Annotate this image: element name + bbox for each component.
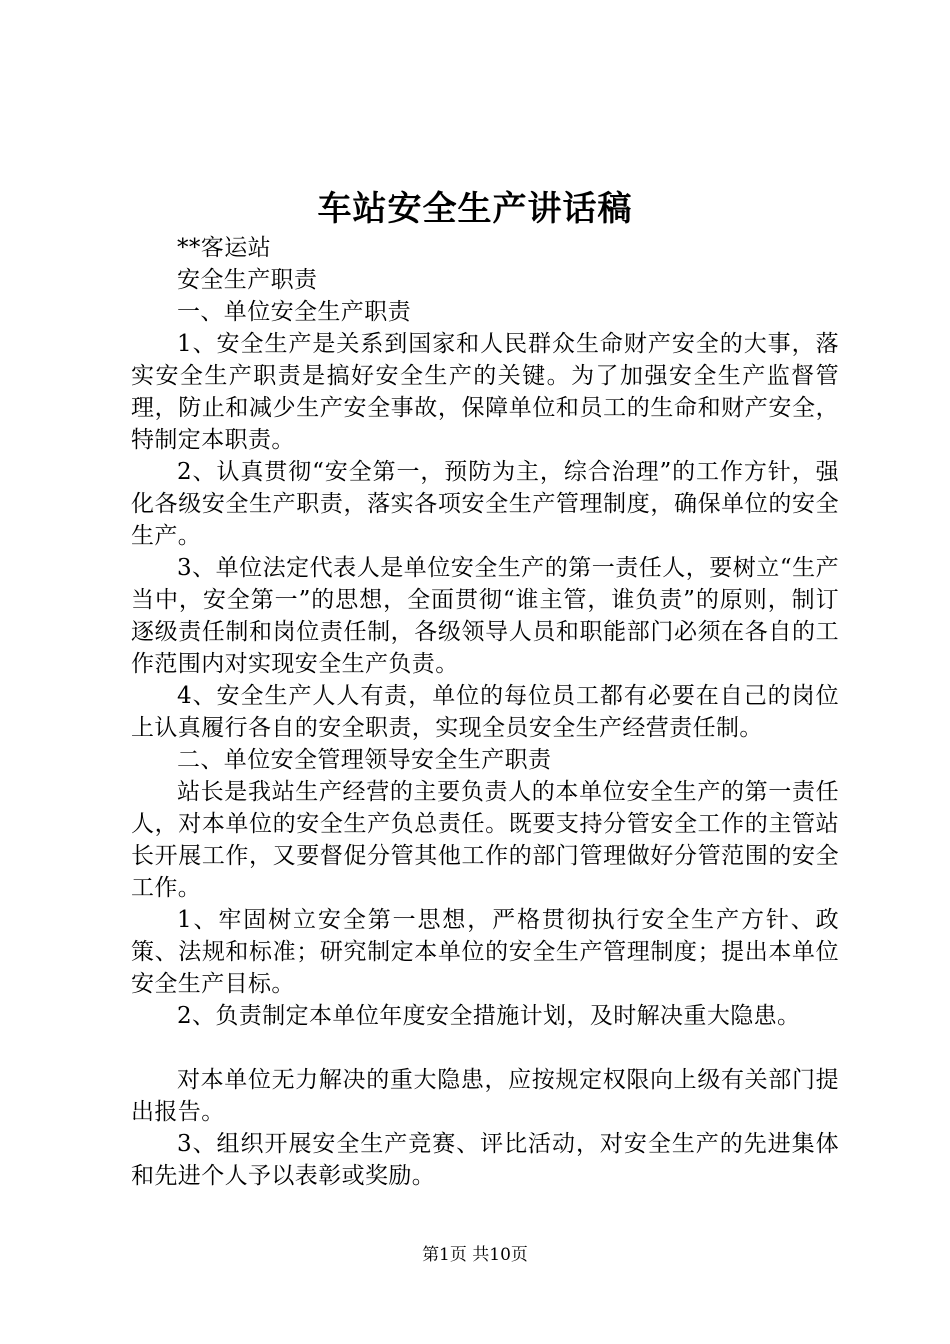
page-footer: 第1页 共10页 (422, 1245, 528, 1265)
document-body (131, 232, 839, 1192)
paragraph: 3、单位法定代表人是单位安全生产的第一责任人，要树立“生产当中，安全第一”的思想，全面贯彻“谁主管，谁负责”的原则，制订逐级责任制和岗位责任制，各级领导人员和职能部门必须在各自的工作范围内对实现安全生产负责。 (131, 555, 839, 677)
paragraph: 2、负责制定本单位年度安全措施计划，及时解决重大隐患。 (177, 1003, 801, 1029)
paragraph-station-name: **客运站 (177, 235, 271, 261)
paragraph: 2、认真贯彻“安全第一，预防为主，综合治理”的工作方针，强化各级安全生产职责，落实各项安全生产管理制度，确保单位的安全生产。 (131, 459, 839, 549)
paragraph: 3、组织开展安全生产竞赛、评比活动，对安全生产的先进集体和先进个人予以表彰或奖励。 (131, 1131, 839, 1189)
section-heading-1: 一、单位安全生产职责 (177, 299, 411, 325)
paragraph: 1、安全生产是关系到国家和人民群众生命财产安全的大事，落实安全生产职责是搞好安全生产的关键。为了加强安全生产监督管理，防止和减少生产安全事故，保障单位和员工的生命和财产安全，特制定本职责。 (131, 331, 839, 453)
paragraph: 1、牢固树立安全第一思想，严格贯彻执行安全生产方针、政策、法规和标准；研究制定本单位的安全生产管理制度；提出本单位安全生产目标。 (131, 907, 839, 997)
paragraph: 4、安全生产人人有责，单位的每位员工都有必要在自己的岗位上认真履行各自的安全职责，实现全员安全生产经营责任制。 (131, 683, 839, 741)
paragraph: 对本单位无力解决的重大隐患，应按规定权限向上级有关部门提出报告。 (131, 1067, 839, 1125)
paragraph-heading-duties: 安全生产职责 (177, 267, 318, 293)
document-title: 车站安全生产讲话稿 (317, 189, 633, 229)
paragraph: 站长是我站生产经营的主要负责人的本单位安全生产的第一责任人，对本单位的安全生产负总责任。既要支持分管安全工作的主管站长开展工作，又要督促分管其他工作的部门管理做好分管范围的安全工作。 (131, 779, 839, 901)
section-heading-2: 二、单位安全管理领导安全生产职责 (177, 747, 552, 773)
